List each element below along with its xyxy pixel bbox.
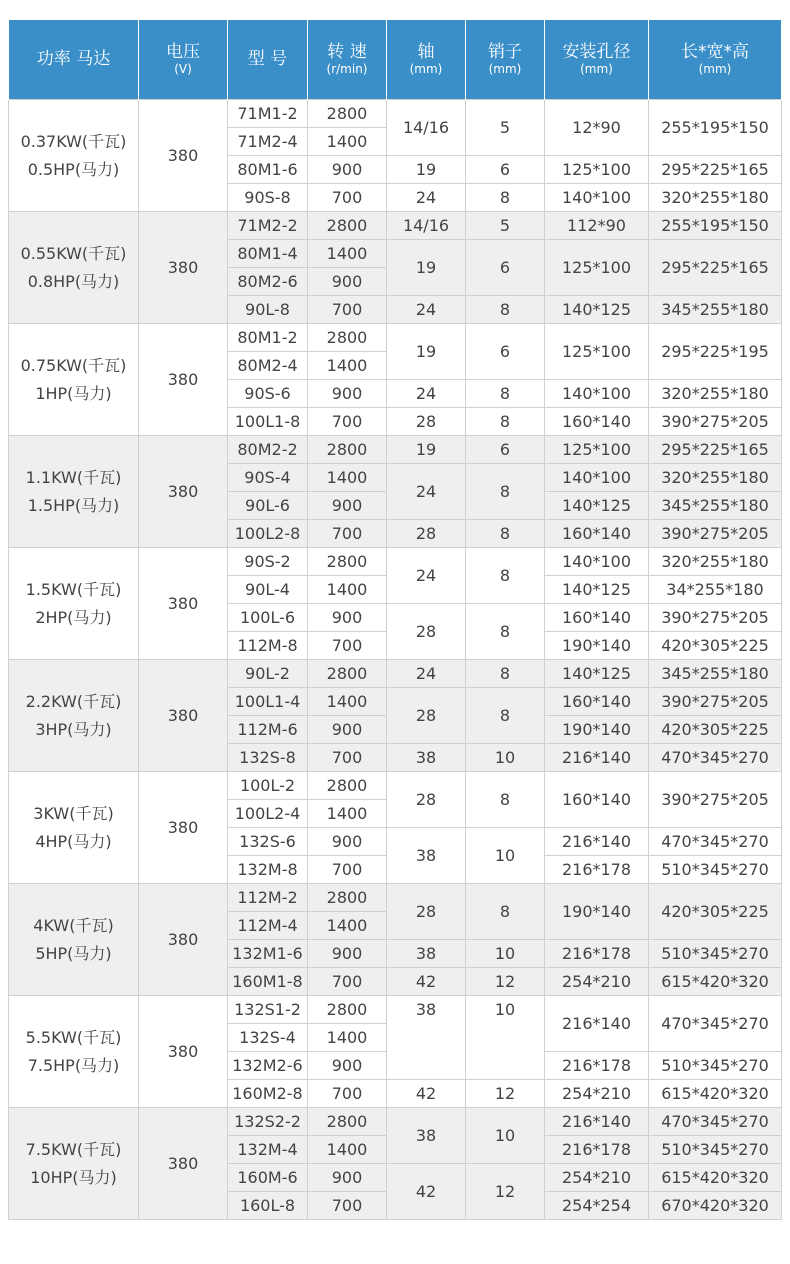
speed-cell: 700: [308, 632, 387, 660]
speed-cell: 900: [308, 1164, 387, 1192]
shaft-cell: 42: [387, 968, 466, 996]
pin-cell: 8: [466, 408, 545, 436]
model-cell: 80M1-4: [228, 240, 308, 268]
motor-group: [9, 324, 782, 436]
shaft-cell: 24: [387, 380, 466, 408]
speed-cell: 700: [308, 1192, 387, 1220]
speed-cell: 700: [308, 408, 387, 436]
size-cell: 470*345*270: [649, 828, 782, 856]
pin-cell: 6: [466, 436, 545, 464]
hole-cell: 125*100: [545, 324, 649, 380]
power-cell: [9, 548, 139, 660]
speed-cell: 900: [308, 380, 387, 408]
shaft-cell: 38: [387, 996, 466, 1080]
model-cell: 71M2-4: [228, 128, 308, 156]
power-kw: 5.5KW(千瓦): [25, 1027, 122, 1047]
voltage-cell: 380: [139, 212, 228, 324]
hole-cell: 125*100: [545, 156, 649, 184]
size-cell: 320*255*180: [649, 464, 782, 492]
header-speed-unit: (r/min): [326, 62, 368, 76]
hole-cell: 216*140: [545, 1108, 649, 1136]
pin-cell: 12: [466, 968, 545, 996]
speed-cell: 900: [308, 828, 387, 856]
power-kw: 7.5KW(千瓦): [25, 1139, 122, 1159]
speed-cell: 900: [308, 156, 387, 184]
speed-cell: 1400: [308, 464, 387, 492]
power-cell: [9, 212, 139, 324]
shaft-cell: 28: [387, 604, 466, 660]
header-voltage: [139, 20, 228, 100]
speed-cell: 2800: [308, 212, 387, 240]
power-kw: 0.75KW(千瓦): [20, 355, 127, 375]
model-cell: 132M-4: [228, 1136, 308, 1164]
speed-cell: 700: [308, 1080, 387, 1108]
speed-cell: 2800: [308, 660, 387, 688]
speed-cell: 700: [308, 968, 387, 996]
model-cell: 160M1-8: [228, 968, 308, 996]
speed-cell: 2800: [308, 548, 387, 576]
pin-cell: 8: [466, 520, 545, 548]
header-row: [9, 20, 782, 100]
power-hp: 3HP(马力): [35, 719, 112, 739]
model-cell: 112M-4: [228, 912, 308, 940]
speed-cell: 900: [308, 268, 387, 296]
voltage-cell: 380: [139, 996, 228, 1108]
model-cell: 132S2-2: [228, 1108, 308, 1136]
size-cell: 510*345*270: [649, 1136, 782, 1164]
size-cell: 390*275*205: [649, 520, 782, 548]
table-row: [9, 772, 782, 800]
hole-cell: 216*140: [545, 744, 649, 772]
pin-cell: 8: [466, 296, 545, 324]
model-cell: 80M1-6: [228, 156, 308, 184]
speed-cell: 900: [308, 1052, 387, 1080]
model-cell: 100L2-4: [228, 800, 308, 828]
shaft-cell: 24: [387, 548, 466, 604]
hole-cell: 190*140: [545, 884, 649, 940]
table-row: [9, 212, 782, 240]
speed-cell: 700: [308, 184, 387, 212]
speed-cell: 1400: [308, 128, 387, 156]
size-cell: 510*345*270: [649, 1052, 782, 1080]
table-header: [9, 20, 782, 100]
model-cell: 80M2-4: [228, 352, 308, 380]
pin-cell: 12: [466, 1164, 545, 1220]
hole-cell: 125*100: [545, 436, 649, 464]
pin-cell: 6: [466, 240, 545, 296]
power-hp: 7.5HP(马力): [27, 1055, 120, 1075]
table-row: [9, 436, 782, 464]
power-hp: 5HP(马力): [35, 943, 112, 963]
motor-group: [9, 548, 782, 660]
hole-cell: 140*125: [545, 296, 649, 324]
model-cell: 90S-2: [228, 548, 308, 576]
power-cell: [9, 324, 139, 436]
motor-group: [9, 884, 782, 996]
pin-cell: 10: [466, 940, 545, 968]
hole-cell: 216*178: [545, 856, 649, 884]
model-cell: 112M-2: [228, 884, 308, 912]
model-cell: 132M-8: [228, 856, 308, 884]
hole-cell: 160*140: [545, 688, 649, 716]
speed-cell: 900: [308, 940, 387, 968]
pin-cell: 10: [466, 744, 545, 772]
hole-cell: 216*140: [545, 996, 649, 1052]
pin-cell: 8: [466, 884, 545, 940]
shaft-cell: 24: [387, 184, 466, 212]
hole-cell: 160*140: [545, 520, 649, 548]
voltage-cell: 380: [139, 772, 228, 884]
shaft-cell: 38: [387, 744, 466, 772]
size-cell: 345*255*180: [649, 492, 782, 520]
speed-cell: 2800: [308, 1108, 387, 1136]
voltage-cell: 380: [139, 100, 228, 212]
speed-cell: 2800: [308, 884, 387, 912]
power-kw: 2.2KW(千瓦): [25, 691, 122, 711]
pin-cell: 8: [466, 772, 545, 828]
shaft-cell: 42: [387, 1080, 466, 1108]
model-cell: 90S-4: [228, 464, 308, 492]
hole-cell: 216*140: [545, 828, 649, 856]
motor-group: [9, 212, 782, 324]
hole-cell: 140*100: [545, 548, 649, 576]
model-cell: 100L-6: [228, 604, 308, 632]
size-cell: 345*255*180: [649, 296, 782, 324]
hole-cell: 140*125: [545, 492, 649, 520]
model-cell: 160L-8: [228, 1192, 308, 1220]
header-model: [228, 20, 308, 100]
power-kw: 3KW(千瓦): [33, 803, 114, 823]
header-power-label: 功率 马达: [36, 49, 111, 69]
shaft-cell: 28: [387, 688, 466, 744]
header-hole-label: 安装孔径: [562, 42, 631, 62]
shaft-cell: 28: [387, 884, 466, 940]
size-cell: 390*275*205: [649, 604, 782, 632]
pin-cell: 10: [466, 996, 545, 1080]
hole-cell: 12*90: [545, 100, 649, 156]
speed-cell: 2800: [308, 772, 387, 800]
model-cell: 90L-8: [228, 296, 308, 324]
speed-cell: 900: [308, 492, 387, 520]
voltage-cell: 380: [139, 1108, 228, 1220]
power-hp: 4HP(马力): [35, 831, 112, 851]
model-cell: 132S-4: [228, 1024, 308, 1052]
model-cell: 90L-6: [228, 492, 308, 520]
model-cell: 90S-8: [228, 184, 308, 212]
header-power: [9, 20, 139, 100]
model-cell: 160M-6: [228, 1164, 308, 1192]
hole-cell: 254*210: [545, 968, 649, 996]
speed-cell: 1400: [308, 352, 387, 380]
shaft-cell: 19: [387, 324, 466, 380]
speed-cell: 1400: [308, 1024, 387, 1052]
header-voltage-unit: (V): [174, 62, 192, 76]
speed-cell: 2800: [308, 436, 387, 464]
model-cell: 71M2-2: [228, 212, 308, 240]
power-hp: 10HP(马力): [30, 1167, 117, 1187]
header-speed-label: 转 速: [327, 42, 367, 62]
size-cell: 510*345*270: [649, 856, 782, 884]
hole-cell: 125*100: [545, 240, 649, 296]
model-cell: 132S1-2: [228, 996, 308, 1024]
motor-spec-table: [8, 20, 782, 1220]
size-cell: 255*195*150: [649, 212, 782, 240]
size-cell: 295*225*165: [649, 240, 782, 296]
hole-cell: 190*140: [545, 716, 649, 744]
motor-group: [9, 100, 782, 212]
power-cell: [9, 1108, 139, 1220]
model-cell: 100L1-8: [228, 408, 308, 436]
size-cell: 34*255*180: [649, 576, 782, 604]
size-cell: 470*345*270: [649, 1108, 782, 1136]
hole-cell: 160*140: [545, 408, 649, 436]
header-hole: [545, 20, 649, 100]
size-cell: 295*225*165: [649, 156, 782, 184]
size-cell: 470*345*270: [649, 744, 782, 772]
size-cell: 320*255*180: [649, 548, 782, 576]
header-pin-unit: (mm): [488, 62, 522, 76]
header-shaft: [387, 20, 466, 100]
speed-cell: 2800: [308, 324, 387, 352]
size-cell: 345*255*180: [649, 660, 782, 688]
hole-cell: 140*100: [545, 380, 649, 408]
power-kw: 0.37KW(千瓦): [20, 131, 127, 151]
power-cell: [9, 436, 139, 548]
table-row: [9, 884, 782, 912]
speed-cell: 1400: [308, 912, 387, 940]
table-row: [9, 548, 782, 576]
pin-cell: 8: [466, 604, 545, 660]
power-cell: [9, 884, 139, 996]
shaft-cell: 19: [387, 436, 466, 464]
pin-cell: 6: [466, 156, 545, 184]
power-kw: 0.55KW(千瓦): [20, 243, 127, 263]
model-cell: 80M2-6: [228, 268, 308, 296]
power-hp: 0.5HP(马力): [27, 159, 120, 179]
header-shaft-unit: (mm): [409, 62, 443, 76]
size-cell: 295*225*165: [649, 436, 782, 464]
shaft-cell: 24: [387, 296, 466, 324]
hole-cell: 216*178: [545, 940, 649, 968]
size-cell: 670*420*320: [649, 1192, 782, 1220]
power-hp: 0.8HP(马力): [27, 271, 120, 291]
header-speed: [308, 20, 387, 100]
speed-cell: 2800: [308, 996, 387, 1024]
model-cell: 80M2-2: [228, 436, 308, 464]
power-cell: [9, 100, 139, 212]
model-cell: 112M-6: [228, 716, 308, 744]
size-cell: 390*275*205: [649, 408, 782, 436]
size-cell: 615*420*320: [649, 968, 782, 996]
pin-cell: 8: [466, 548, 545, 604]
shaft-cell: 38: [387, 1108, 466, 1164]
hole-cell: 190*140: [545, 632, 649, 660]
hole-cell: 140*125: [545, 576, 649, 604]
model-cell: 132M1-6: [228, 940, 308, 968]
model-cell: 90L-2: [228, 660, 308, 688]
pin-cell: 8: [466, 660, 545, 688]
header-size-label: 长*宽*高: [681, 42, 749, 62]
hole-cell: 216*178: [545, 1136, 649, 1164]
shaft-cell: 24: [387, 464, 466, 520]
voltage-cell: 380: [139, 884, 228, 996]
voltage-cell: 380: [139, 324, 228, 436]
power-kw: 4KW(千瓦): [33, 915, 114, 935]
speed-cell: 700: [308, 520, 387, 548]
header-pin-label: 销子: [488, 42, 522, 62]
speed-cell: 900: [308, 716, 387, 744]
model-cell: 132M2-6: [228, 1052, 308, 1080]
hole-cell: 140*125: [545, 660, 649, 688]
model-cell: 80M1-2: [228, 324, 308, 352]
model-cell: 160M2-8: [228, 1080, 308, 1108]
pin-cell: 8: [466, 688, 545, 744]
power-cell: [9, 660, 139, 772]
size-cell: 510*345*270: [649, 940, 782, 968]
speed-cell: 1400: [308, 240, 387, 268]
table-row: [9, 1108, 782, 1136]
size-cell: 390*275*205: [649, 772, 782, 828]
speed-cell: 1400: [308, 688, 387, 716]
shaft-cell: 28: [387, 520, 466, 548]
table-row: [9, 100, 782, 128]
model-cell: 100L-2: [228, 772, 308, 800]
size-cell: 420*305*225: [649, 632, 782, 660]
hole-cell: 254*210: [545, 1164, 649, 1192]
speed-cell: 1400: [308, 1136, 387, 1164]
motor-group: [9, 772, 782, 884]
power-hp: 2HP(马力): [35, 607, 112, 627]
pin-cell: 8: [466, 464, 545, 520]
hole-cell: 160*140: [545, 604, 649, 632]
model-cell: 71M1-2: [228, 100, 308, 128]
header-hole-unit: (mm): [580, 62, 613, 76]
power-kw: 1.1KW(千瓦): [25, 467, 122, 487]
size-cell: 320*255*180: [649, 184, 782, 212]
header-pin: [466, 20, 545, 100]
power-hp: 1.5HP(马力): [27, 495, 120, 515]
size-cell: 295*225*195: [649, 324, 782, 380]
model-cell: 90L-4: [228, 576, 308, 604]
hole-cell: 140*100: [545, 464, 649, 492]
header-size: [649, 20, 782, 100]
pin-cell: 6: [466, 324, 545, 380]
header-model-label: 型 号: [247, 49, 288, 69]
model-cell: 100L2-8: [228, 520, 308, 548]
size-cell: 320*255*180: [649, 380, 782, 408]
model-cell: 112M-8: [228, 632, 308, 660]
pin-cell: 5: [466, 100, 545, 156]
speed-cell: 1400: [308, 576, 387, 604]
hole-cell: 112*90: [545, 212, 649, 240]
hole-cell: 140*100: [545, 184, 649, 212]
size-cell: 615*420*320: [649, 1164, 782, 1192]
speed-cell: 2800: [308, 100, 387, 128]
power-cell: [9, 996, 139, 1108]
header-shaft-label: 轴: [417, 42, 435, 62]
speed-cell: 1400: [308, 800, 387, 828]
header-size-unit: (mm): [698, 62, 732, 76]
pin-cell: 5: [466, 212, 545, 240]
model-cell: 132S-8: [228, 744, 308, 772]
size-cell: 255*195*150: [649, 100, 782, 156]
header-voltage-label: 电压: [166, 42, 200, 62]
shaft-cell: 38: [387, 940, 466, 968]
size-cell: 420*305*225: [649, 884, 782, 940]
shaft-cell: 42: [387, 1164, 466, 1220]
shaft-cell: 28: [387, 408, 466, 436]
voltage-cell: 380: [139, 436, 228, 548]
power-cell: [9, 772, 139, 884]
shaft-cell: 24: [387, 660, 466, 688]
pin-cell: 8: [466, 380, 545, 408]
pin-cell: 8: [466, 184, 545, 212]
speed-cell: 700: [308, 856, 387, 884]
shaft-cell: 19: [387, 240, 466, 296]
size-cell: 390*275*205: [649, 688, 782, 716]
hole-cell: 254*254: [545, 1192, 649, 1220]
size-cell: 470*345*270: [649, 996, 782, 1052]
shaft-cell: 14/16: [387, 212, 466, 240]
pin-cell: 10: [466, 1108, 545, 1164]
shaft-cell: 19: [387, 156, 466, 184]
speed-cell: 700: [308, 296, 387, 324]
shaft-cell: 38: [387, 828, 466, 884]
pin-cell: 12: [466, 1080, 545, 1108]
model-cell: 100L1-4: [228, 688, 308, 716]
shaft-cell: 28: [387, 772, 466, 828]
speed-cell: 700: [308, 744, 387, 772]
motor-group: [9, 1108, 782, 1220]
speed-cell: 900: [308, 604, 387, 632]
voltage-cell: 380: [139, 548, 228, 660]
size-cell: 420*305*225: [649, 716, 782, 744]
shaft-cell: 14/16: [387, 100, 466, 156]
motor-group: [9, 996, 782, 1108]
table-row: [9, 324, 782, 352]
size-cell: 615*420*320: [649, 1080, 782, 1108]
hole-cell: 254*210: [545, 1080, 649, 1108]
power-hp: 1HP(马力): [35, 383, 112, 403]
model-cell: 90S-6: [228, 380, 308, 408]
table-row: [9, 660, 782, 688]
motor-group: [9, 436, 782, 548]
hole-cell: 160*140: [545, 772, 649, 828]
voltage-cell: 380: [139, 660, 228, 772]
model-cell: 132S-6: [228, 828, 308, 856]
pin-cell: 10: [466, 828, 545, 884]
hole-cell: 216*178: [545, 1052, 649, 1080]
motor-group: [9, 660, 782, 772]
power-kw: 1.5KW(千瓦): [25, 579, 122, 599]
table-row: [9, 996, 782, 1024]
